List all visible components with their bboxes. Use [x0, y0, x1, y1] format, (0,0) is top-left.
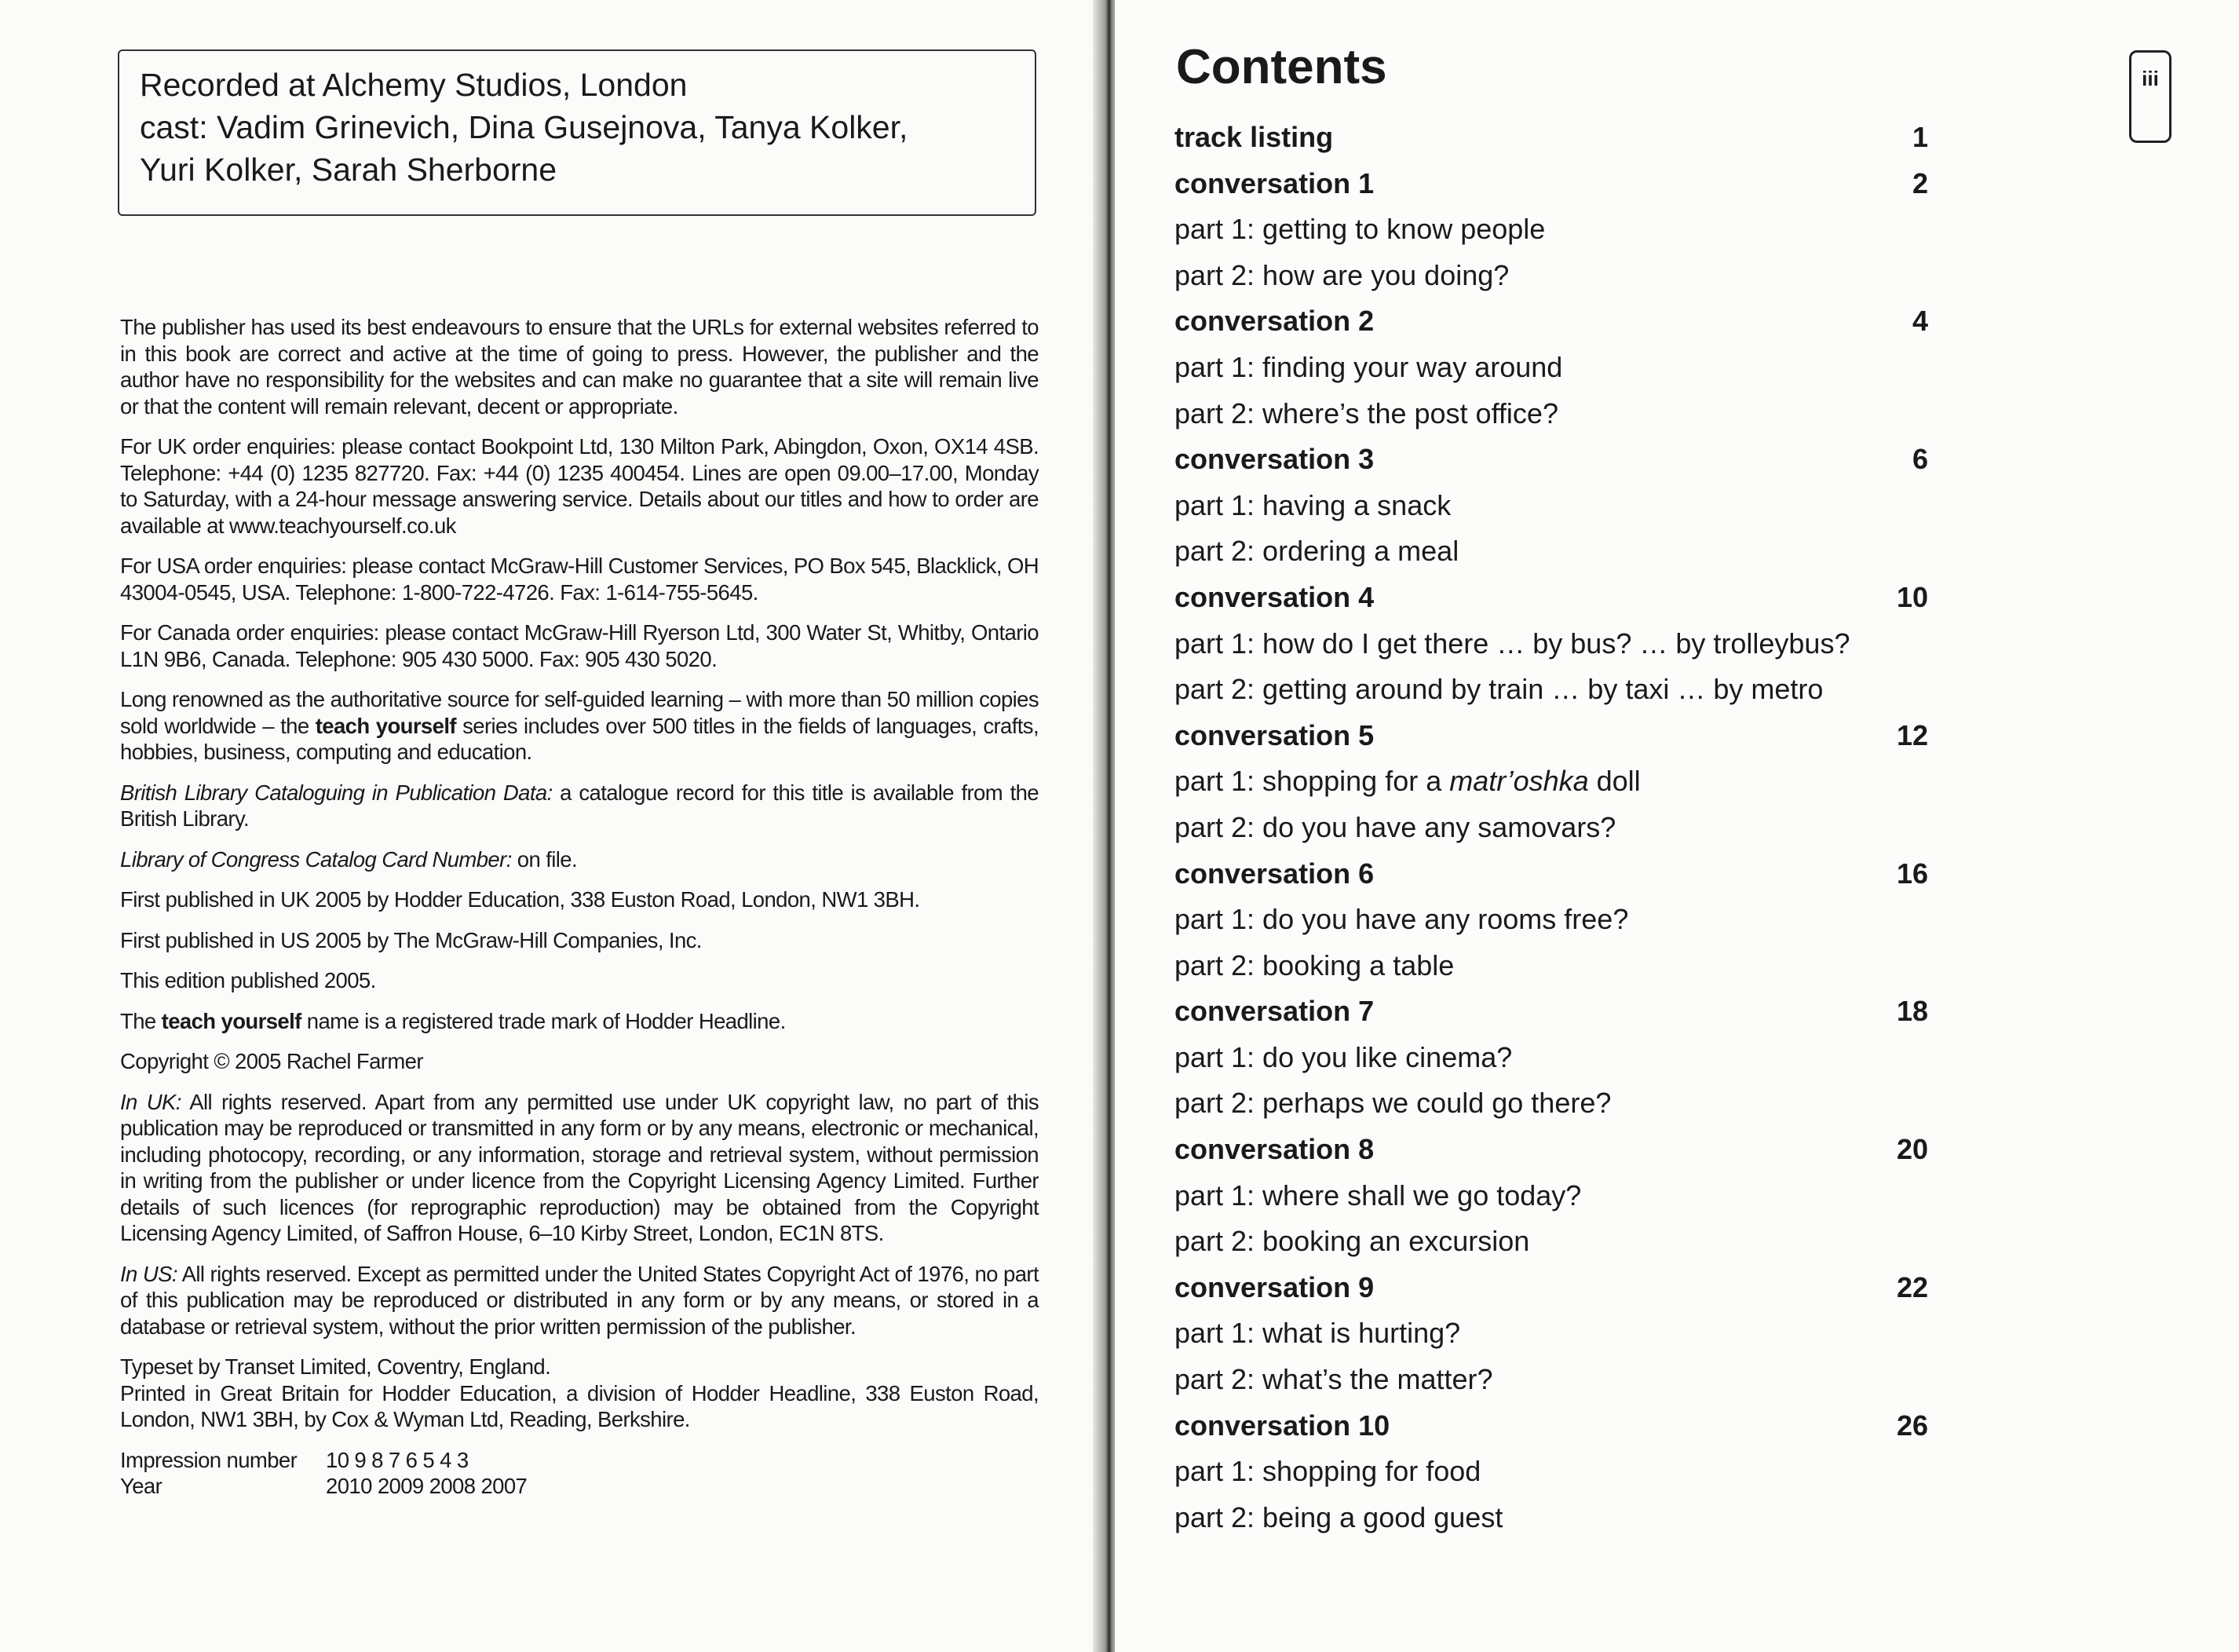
toc-heading-row — [1174, 161, 1928, 207]
toc-heading-row — [1174, 575, 1928, 621]
contents-title: Contents — [1176, 40, 1387, 94]
left-page — [0, 0, 1107, 1652]
toc-entry-label: part 1: what is hurting? — [1174, 1317, 1461, 1350]
toc-entry-label: conversation 2 — [1174, 305, 1375, 338]
toc-heading-row — [1174, 1127, 1928, 1173]
typeset-line: Typeset by Transet Limited, Coventry, England. — [120, 1354, 551, 1379]
year-value: 2010 2009 2008 2007 — [326, 1474, 528, 1498]
toc-page-number: 12 — [1896, 718, 1928, 751]
toc-entry-label: conversation 8 — [1174, 1133, 1375, 1166]
toc-subentry-row — [1174, 1495, 1928, 1541]
toc-entry-label: part 2: perhaps we could go there? — [1174, 1087, 1612, 1120]
usa-order-enquiries: For USA order enquiries: please contact McGraw-Hill Customer Services, PO Box 545, Blacklick, OH 43004-0545, USA. Telephone: 1-800-722-4726. Fax: 1-614-755-5645. — [120, 554, 1039, 605]
toc-subentry-row — [1174, 667, 1928, 713]
toc-page-number: 26 — [1896, 1409, 1928, 1442]
toc-subentry-row — [1174, 253, 1928, 299]
toc-subentry-row — [1174, 1080, 1928, 1127]
toc-page-number: 20 — [1896, 1133, 1928, 1166]
toc-entry-label: part 2: being a good guest — [1174, 1500, 1503, 1533]
series-blurb: Long renowned as the authoritative source for self-guided learning – with more than 50 million copies sold worldwide – the teach yourself series includes over 500 titles in the fields of languages, crafts, hobbies, business, computing and education. — [120, 687, 1039, 764]
toc-entry-label: conversation 10 — [1174, 1409, 1390, 1442]
toc-subentry-row — [1174, 391, 1928, 437]
table-of-contents — [1174, 115, 1928, 1541]
impression-value: 10 9 8 7 6 5 4 3 — [326, 1447, 469, 1472]
toc-page-number: 10 — [1896, 580, 1928, 613]
toc-subentry-row — [1174, 1357, 1928, 1403]
toc-entry-label: part 2: where’s the post office? — [1174, 397, 1558, 429]
recording-studio: Recorded at Alchemy Studios, London — [140, 67, 688, 103]
first-published-uk: First published in UK 2005 by Hodder Education, 338 Euston Road, London, NW1 3BH. — [120, 887, 920, 912]
toc-subentry-row — [1174, 897, 1928, 943]
page-number-tab: iii — [2129, 50, 2171, 143]
cast-line-1: cast: Vadim Grinevich, Dina Gusejnova, Tanya Kolker, — [140, 109, 908, 145]
toc-subentry-row — [1174, 1219, 1928, 1265]
toc-entry-label: part 2: booking an excursion — [1174, 1225, 1530, 1258]
toc-subentry-row — [1174, 805, 1928, 851]
toc-entry-label: part 2: ordering a meal — [1174, 535, 1459, 568]
canada-order-enquiries: For Canada order enquiries: please contact McGraw-Hill Ryerson Ltd, 300 Water St, Whitby, Ontario L1N 9B6, Canada. Telephone: 905 430 5000. Fax: 905 430 5020. — [120, 620, 1039, 671]
toc-page-number: 1 — [1912, 121, 1928, 153]
toc-heading-row — [1174, 437, 1928, 483]
toc-subentry-row — [1174, 345, 1928, 391]
toc-entry-label: part 1: do you have any rooms free? — [1174, 903, 1629, 936]
year-label: Year — [120, 1474, 163, 1498]
urls-notice: The publisher has used its best endeavours to ensure that the URLs for external websites referred to in this book are correct and active at the time of going to press. However, the publisher and the author have no responsibility for the websites and can make no guarantee that a site will remain live or that the content will remain relevant, decent or appropriate. — [120, 315, 1039, 418]
toc-entry-label: conversation 6 — [1174, 857, 1375, 890]
us-rights-notice: In US: All rights reserved. Except as permitted under the United States Copyright Act of 1976, no part of this publication may be reproduced or distributed in any form or by any means, or stored in a database or retrieval system, without the prior written permission of the publisher. — [120, 1261, 1039, 1339]
toc-subentry-row — [1174, 483, 1928, 529]
toc-heading-row — [1174, 1403, 1928, 1449]
toc-entry-label: conversation 7 — [1174, 995, 1375, 1028]
printed-line: Printed in Great Britain for Hodder Education, a division of Hodder Headline, 338 Euston Road, London, NW1 3BH, by Cox & Wyman Ltd, Reading, Berkshire. — [120, 1380, 1039, 1431]
toc-entry-label: part 1: where shall we go today? — [1174, 1179, 1582, 1212]
toc-subentry-row — [1174, 621, 1928, 667]
toc-entry-label: part 1: having a snack — [1174, 488, 1452, 521]
toc-entry-label: conversation 9 — [1174, 1270, 1375, 1303]
cast-line-2: Yuri Kolker, Sarah Sherborne — [140, 152, 557, 188]
imprint-text — [120, 314, 1039, 1500]
british-library-note: British Library Cataloguing in Publication Data: a catalogue record for this title is available from the British Library. — [120, 780, 1039, 831]
toc-entry-italic: matr’oshka — [1449, 765, 1589, 798]
toc-entry-label: conversation 3 — [1174, 443, 1375, 476]
toc-entry-label: conversation 1 — [1174, 166, 1375, 199]
toc-entry-label: part 2: booking a table — [1174, 948, 1455, 981]
printer-details — [120, 1354, 1039, 1433]
toc-page-number: 2 — [1912, 166, 1928, 199]
toc-entry-label: part 2: getting around by train … by taxi … by metro — [1174, 673, 1824, 706]
toc-entry-label: part 1: finding your way around — [1174, 350, 1563, 383]
uk-order-enquiries: For UK order enquiries: please contact Bookpoint Ltd, 130 Milton Park, Abingdon, Oxon, OX14 4SB. Telephone: +44 (0) 1235 827720. Fax: +44 (0) 1235 400454. Lines are open 09.00–17.00, Monday to Saturday, with a 24-hour message answering service. Details about our titles and how to order are available at www.teachyourself.co.uk — [120, 434, 1039, 538]
toc-page-number: 4 — [1912, 305, 1928, 338]
toc-subentry-row — [1174, 1173, 1928, 1219]
toc-entry-label: part 1: do you like cinema? — [1174, 1040, 1513, 1073]
toc-page-number: 22 — [1896, 1270, 1928, 1303]
toc-entry-label: part 1: shopping for a — [1174, 765, 1450, 798]
recording-credits-box — [118, 49, 1036, 216]
toc-heading-row — [1174, 115, 1928, 161]
toc-page-number: 16 — [1896, 857, 1928, 890]
toc-entry-label: part 2: how are you doing? — [1174, 258, 1510, 291]
edition-note: This edition published 2005. — [120, 968, 376, 992]
first-published-us: First published in US 2005 by The McGraw-Hill Companies, Inc. — [120, 927, 702, 952]
toc-entry-label: part 1: how do I get there … by bus? … by trolleybus? — [1174, 627, 1850, 660]
toc-entry-label: part 1: shopping for food — [1174, 1455, 1481, 1488]
toc-heading-row — [1174, 1265, 1928, 1311]
toc-heading-row — [1174, 851, 1928, 897]
impression-table — [120, 1447, 1039, 1500]
toc-entry-label: track listing — [1174, 121, 1334, 153]
toc-subentry-row — [1174, 1310, 1928, 1357]
toc-entry-label: conversation 4 — [1174, 580, 1375, 613]
toc-entry-label: conversation 5 — [1174, 718, 1375, 751]
toc-subentry-row — [1174, 1035, 1928, 1081]
library-of-congress-note: Library of Congress Catalog Card Number: on file. — [120, 846, 577, 872]
toc-subentry-row — [1174, 1449, 1928, 1495]
toc-subentry-row — [1174, 206, 1928, 253]
toc-entry-label: part 2: do you have any samovars? — [1174, 810, 1616, 843]
toc-heading-row — [1174, 713, 1928, 759]
toc-subentry-row — [1174, 528, 1928, 575]
uk-rights-notice: In UK: All rights reserved. Apart from any permitted use under UK copyright law, no part of this publication may be reproduced or transmitted in any form or by any means, electronic or mechanical, including photocopy, recording, or any information, storage and retrieval system, without permission in writing from the publisher or under licence from the Copyright Licensing Agency Limited. Further details of such licences (for reprographic reproduction) may be obtained from the Copyright Licensing Agency Limited, of Saffron House, 6–10 Kirby Street, London, EC1N 8TS. — [120, 1089, 1039, 1245]
toc-subentry-row — [1174, 943, 1928, 989]
copyright-line: Copyright © 2005 Rachel Farmer — [120, 1049, 423, 1073]
toc-entry-suffix: doll — [1588, 765, 1641, 798]
toc-page-number: 6 — [1912, 443, 1928, 476]
toc-heading-row — [1174, 989, 1928, 1035]
trademark-note: The teach yourself name is a registered trade mark of Hodder Headline. — [120, 1008, 786, 1033]
toc-subentry-row — [1174, 758, 1928, 805]
toc-page-number: 18 — [1896, 995, 1928, 1028]
toc-entry-label: part 1: getting to know people — [1174, 213, 1546, 246]
toc-entry-label: part 2: what’s the matter? — [1174, 1363, 1493, 1396]
impression-label: Impression number — [120, 1447, 298, 1472]
toc-heading-row — [1174, 298, 1928, 345]
